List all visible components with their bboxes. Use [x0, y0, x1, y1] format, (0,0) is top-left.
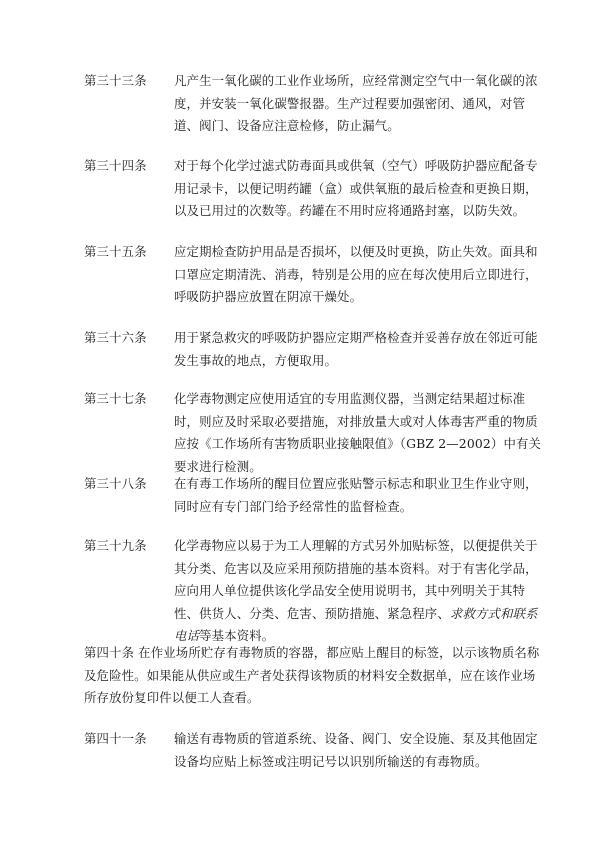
article-number: 第三十七条 [84, 391, 147, 406]
article-text-part: 等基本资料。 [199, 628, 275, 643]
article-text: 用于紧急救灾的呼吸防护器应定期严格检查并妥善存放在邻近可能发生事故的地点，方便取用。 [174, 330, 538, 368]
article-number: 第三十四条 [84, 158, 147, 173]
article-39 [84, 535, 544, 648]
article-33 [84, 70, 544, 138]
article-text-italic: 求救方式和联系电话 [174, 605, 538, 643]
article-text: 凡产生一氧化碳的工业作业场所，应经常测定空气中一氧化碳的浓度，并安装一氧化碳警报器。生产过程要加强密闭、通风，对管道、阀门、设备应注意检修，防止漏气。 [174, 73, 538, 133]
article-number: 第三十六条 [84, 330, 147, 345]
article-number: 第三十五条 [84, 244, 147, 259]
article-number: 第三十九条 [84, 538, 147, 553]
article-number: 第四十条 [84, 645, 135, 660]
article-text-part: 化学毒物应以易于为工人理解的方式另外加贴标签，以便提供关于其分类、危害以及应采用预防措施的基本资料。对于有害化学品，应向用人单位提供该化学品安全使用说明书，其中列明关于其特性、供货人、分类、危害、预防措施、紧急程序、 [174, 538, 538, 621]
article-35 [84, 241, 544, 309]
article-text-part: 在作业场所贮存有毒物质的容器，都应贴上醒目的标签，以示该物质名称及危险性。如果能从供应或生产者处获得该物质的材料安全数据单，应在该作业场所存放份复印件以便工人查看。 [84, 645, 540, 705]
article-text [84, 642, 544, 710]
article-38 [84, 473, 544, 518]
article-text: 对于每个化学过滤式防毒面具或供氧（空气）呼吸防护器应配备专用记录卡，以便记明药罐（盒）或供氧瓶的最后检查和更换日期，以及已用过的次数等。药罐在不用时应将通路封塞，以防失效。 [174, 158, 538, 218]
article-number: 第三十八条 [84, 476, 147, 491]
article-37 [84, 388, 544, 478]
article-number: 第三十三条 [84, 73, 147, 88]
article-41 [84, 728, 544, 773]
article-34 [84, 155, 544, 223]
article-number: 第四十一条 [84, 731, 147, 746]
article-40 [84, 642, 544, 710]
article-text: 化学毒物测定应使用适宜的专用监测仪器，当测定结果超过标准时，则应及时采取必要措施，对排放量大或对人体毒害严重的物质应按《工作场所有害物质职业接触限值》（GBZ 2—2002）中有关要求进行检测。 [174, 391, 542, 474]
article-36 [84, 327, 544, 372]
article-text: 应定期检查防护用品是否损坏，以便及时更换，防止失效。面具和口罩应定期清洗、消毒，特别是公用的应在每次使用后立即进行，呼吸防护器应放置在阴凉干燥处。 [174, 244, 538, 304]
article-text: 在有毒工作场所的醒目位置应张贴警示标志和职业卫生作业守则，同时应有专门部门给予经常性的监督检查。 [174, 476, 538, 514]
article-text: 输送有毒物质的管道系统、设备、阀门、安全设施、泵及其他固定设备均应贴上标签或注明记号以识别所输送的有毒物质。 [174, 731, 538, 769]
article-text [174, 535, 544, 648]
